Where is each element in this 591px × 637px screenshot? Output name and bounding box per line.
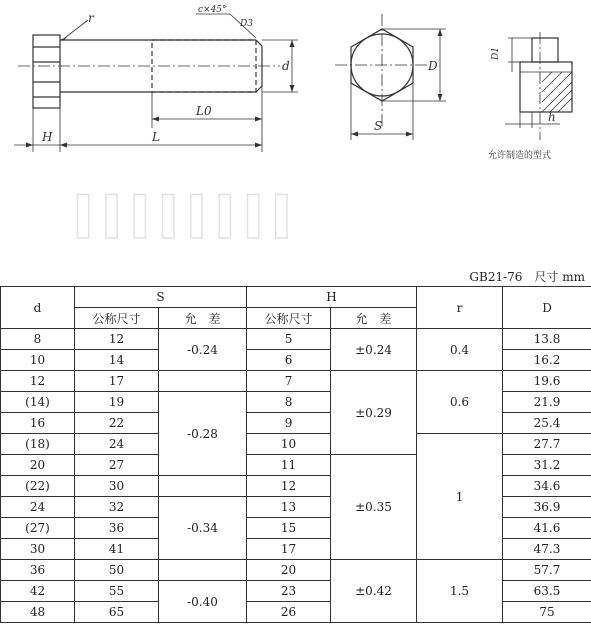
table-row xyxy=(1,581,591,602)
header-s-tolerance: 允 差 xyxy=(159,308,247,329)
cell-D: 31.2 xyxy=(503,455,591,476)
cell-h-nominal: 7 xyxy=(247,371,331,392)
cell-D: 13.8 xyxy=(503,329,591,350)
cell-r: 0.4 xyxy=(417,329,503,371)
table-row xyxy=(1,455,591,476)
cell-D: 63.5 xyxy=(503,581,591,602)
cell-s-nominal: 32 xyxy=(75,497,159,518)
header-r: r xyxy=(417,287,503,329)
cell-d: 8 xyxy=(1,329,75,350)
cell-s-nominal: 65 xyxy=(75,602,159,623)
label-small-h: h xyxy=(548,110,556,124)
cell-h-tolerance: ±0.35 xyxy=(331,455,417,560)
label-r: r xyxy=(88,11,94,25)
cell-d: 10 xyxy=(1,350,75,371)
cell-d: 20 xyxy=(1,455,75,476)
cell-h-nominal: 5 xyxy=(247,329,331,350)
cell-s-nominal: 24 xyxy=(75,434,159,455)
cell-D: 25.4 xyxy=(503,413,591,434)
cell-s-nominal: 55 xyxy=(75,581,159,602)
table-row xyxy=(1,350,591,371)
cell-r: 1 xyxy=(417,434,503,560)
label-D: D xyxy=(428,59,438,73)
header-h-tolerance: 允 差 xyxy=(331,308,417,329)
label-chamfer: c×45° xyxy=(198,5,227,15)
cell-D: 34.6 xyxy=(503,476,591,497)
label-s: S xyxy=(374,119,383,133)
cell-d: 24 xyxy=(1,497,75,518)
cell-d: 48 xyxy=(1,602,75,623)
label-h: H xyxy=(42,130,53,144)
table-row xyxy=(1,539,591,560)
table-row xyxy=(1,497,591,518)
standard-caption: GB21-76 尺寸 mm xyxy=(469,270,585,284)
technical-drawing xyxy=(0,0,591,250)
bolt-drawing xyxy=(0,0,591,250)
cell-d: (14) xyxy=(1,392,75,413)
table-row xyxy=(1,602,591,623)
cell-D: 57.7 xyxy=(503,560,591,581)
cell-h-nominal: 26 xyxy=(247,602,331,623)
table-row xyxy=(1,413,591,434)
cell-h-nominal: 17 xyxy=(247,539,331,560)
cell-s-nominal: 27 xyxy=(75,455,159,476)
alternative-form-view xyxy=(505,32,572,140)
header-d: d xyxy=(1,287,75,329)
cell-h-nominal: 13 xyxy=(247,497,331,518)
cell-D: 21.9 xyxy=(503,392,591,413)
table-row xyxy=(1,476,591,497)
cell-s-nominal: 36 xyxy=(75,518,159,539)
cell-s-nominal: 14 xyxy=(75,350,159,371)
label-d3: D3 xyxy=(240,19,253,29)
table-row xyxy=(1,392,591,413)
svg-text:IIIIIIII: IIIIIIII xyxy=(72,183,299,250)
cell-h-nominal: 12 xyxy=(247,476,331,497)
cell-s-nominal: 50 xyxy=(75,560,159,581)
header-h: H xyxy=(247,287,417,308)
label-d: d xyxy=(282,59,290,73)
table-row xyxy=(1,329,591,350)
cell-d: 30 xyxy=(1,539,75,560)
cell-D: 47.3 xyxy=(503,539,591,560)
cell-h-nominal: 6 xyxy=(247,350,331,371)
header-D: D xyxy=(503,287,591,329)
cell-h-tolerance: ±0.42 xyxy=(331,560,417,623)
cell-s-nominal: 41 xyxy=(75,539,159,560)
alternative-form-note: 允许制造的型式 xyxy=(488,151,552,161)
cell-d: 16 xyxy=(1,413,75,434)
cell-h-nominal: 20 xyxy=(247,560,331,581)
watermark xyxy=(72,183,299,250)
cell-D: 27.7 xyxy=(503,434,591,455)
cell-h-nominal: 11 xyxy=(247,455,331,476)
table-row xyxy=(1,560,591,581)
label-l: L xyxy=(152,130,160,144)
cell-d: 42 xyxy=(1,581,75,602)
cell-r: 1.5 xyxy=(417,560,503,623)
cell-s-nominal: 30 xyxy=(75,476,159,497)
bolt-end-view xyxy=(335,14,446,140)
cell-d: 12 xyxy=(1,371,75,392)
cell-s-nominal: 12 xyxy=(75,329,159,350)
cell-s-nominal: 19 xyxy=(75,392,159,413)
table-row xyxy=(1,371,591,392)
cell-s-nominal: 17 xyxy=(75,371,159,392)
table-row xyxy=(1,434,591,455)
dimension-table xyxy=(0,286,591,623)
cell-h-nominal: 10 xyxy=(247,434,331,455)
cell-s-tolerance: -0.24 xyxy=(159,329,247,371)
cell-D: 36.9 xyxy=(503,497,591,518)
cell-r: 0.6 xyxy=(417,371,503,434)
cell-d: (27) xyxy=(1,518,75,539)
cell-h-tolerance: ±0.24 xyxy=(331,329,417,371)
cell-d: (18) xyxy=(1,434,75,455)
cell-h-nominal: 8 xyxy=(247,392,331,413)
cell-h-nominal: 15 xyxy=(247,518,331,539)
label-d1: D1 xyxy=(491,47,501,60)
header-s-nominal: 公称尺寸 xyxy=(75,308,159,329)
cell-d: 36 xyxy=(1,560,75,581)
cell-s-tolerance-empty xyxy=(159,476,247,497)
cell-s-tolerance: -0.34 xyxy=(159,497,247,560)
cell-D: 75 xyxy=(503,602,591,623)
cell-d: (22) xyxy=(1,476,75,497)
cell-h-tolerance: ±0.29 xyxy=(331,371,417,455)
cell-h-nominal: 9 xyxy=(247,413,331,434)
cell-s-tolerance: -0.28 xyxy=(159,392,247,476)
header-s: S xyxy=(75,287,247,308)
cell-D: 41.6 xyxy=(503,518,591,539)
cell-s-tolerance: -0.40 xyxy=(159,581,247,623)
cell-s-nominal: 22 xyxy=(75,413,159,434)
cell-h-nominal: 23 xyxy=(247,581,331,602)
cell-s-tolerance-empty xyxy=(159,371,247,392)
cell-D: 19.6 xyxy=(503,371,591,392)
cell-D: 16.2 xyxy=(503,350,591,371)
label-l0: L0 xyxy=(196,104,212,118)
cell-s-tolerance-empty xyxy=(159,560,247,581)
header-h-nominal: 公称尺寸 xyxy=(247,308,331,329)
table-row xyxy=(1,518,591,539)
